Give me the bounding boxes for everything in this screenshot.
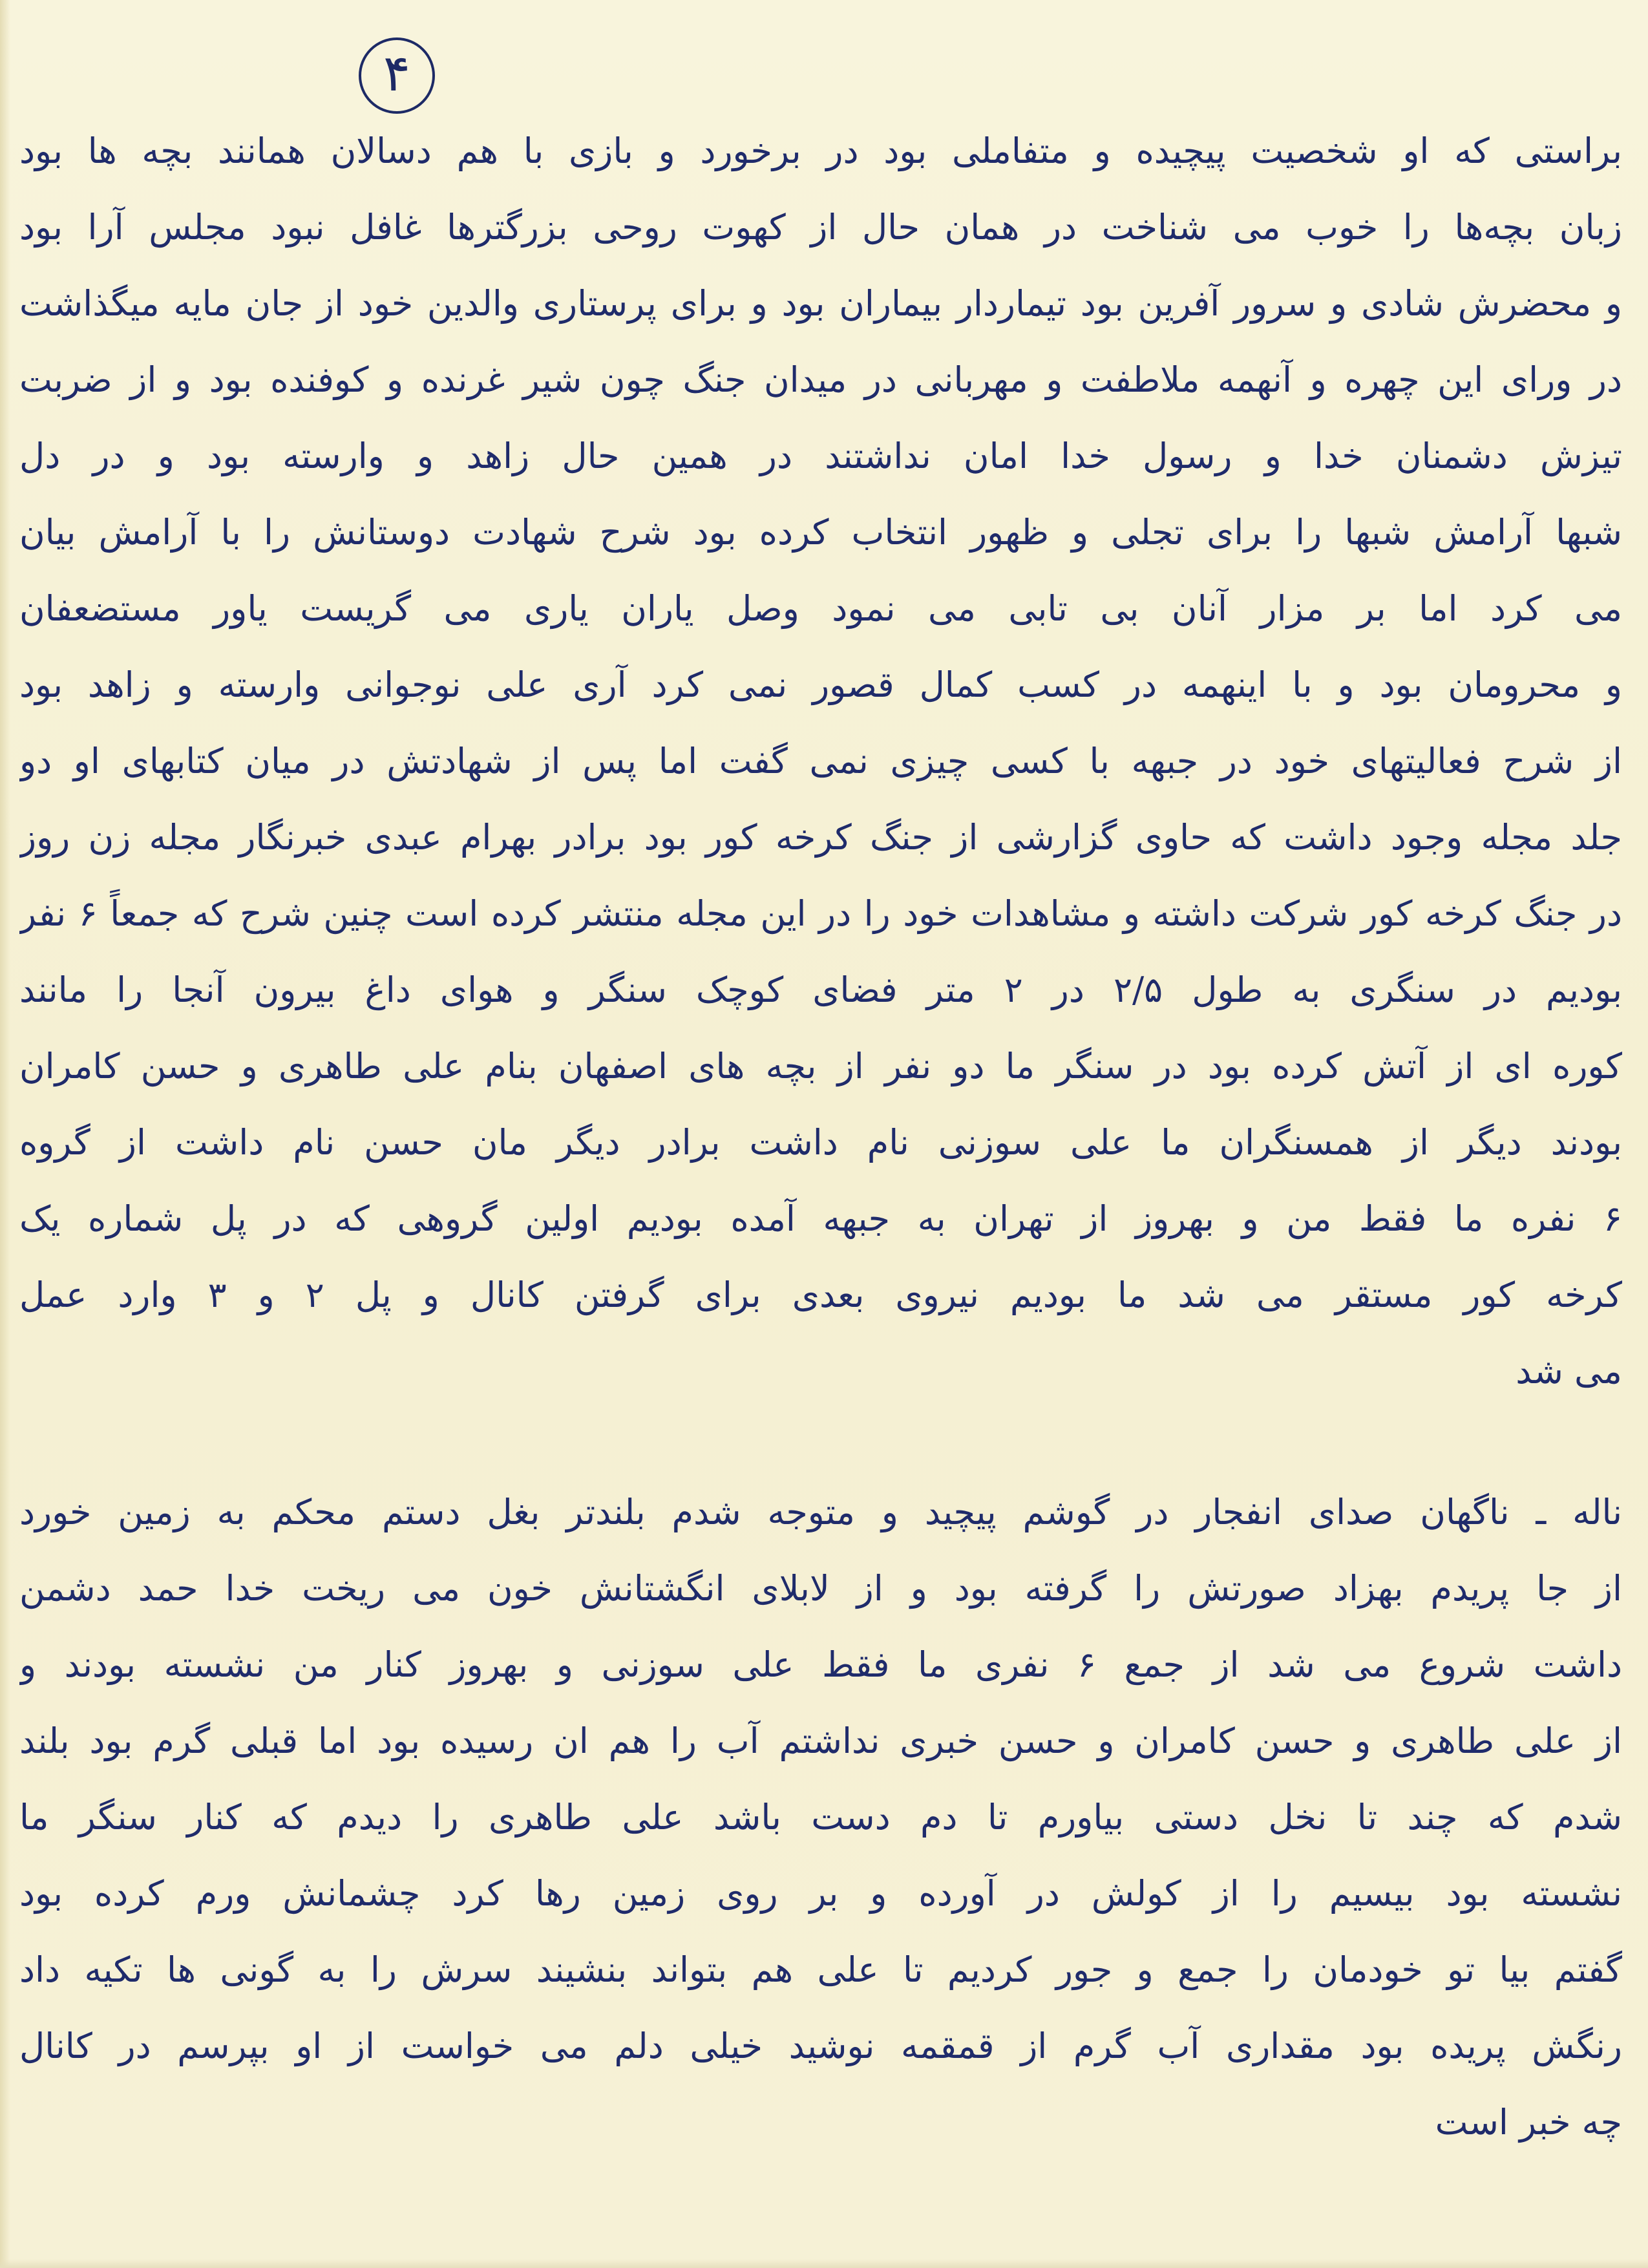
text-line: تیزش دشمنان خدا و رسول خدا امان نداشتند در همین حال زاهد و وارسته بود و در دل xyxy=(19,436,1622,476)
text-line: کرخه کور مستقر می شد ما بودیم نیروی بعدی برای گرفتن کانال و پل ۲ و ۳ وارد عمل xyxy=(19,1275,1622,1315)
text-line: بودیم در سنگری به طول ۲/۵ در ۲ متر فضای کوچک سنگر و هوای داغ بیرون آنجا را مانند xyxy=(19,970,1622,1010)
text-line: ناله ـ ناگهان صدای انفجار در گوشم پیچید و متوجه شدم بلندتر بغل دستم محکم به زمین خورد xyxy=(19,1492,1622,1532)
text-line: زبان بچه‌ها را خوب می شناخت در همان حال از کهوت روحی بزرگترها غافل نبود مجلس آرا بود xyxy=(19,207,1622,248)
text-line: گفتم بیا تو خودمان را جمع و جور کردیم تا علی هم بتواند بنشیند سرش را به گونی ها تکیه داد xyxy=(19,1949,1622,1990)
text-line: از شرح فعالیتهای خود در جبهه با کسی چیزی نمی گفت اما پس از شهادتش در میان کتابهای او دو xyxy=(19,741,1622,781)
text-line: از علی طاهری و حسن کامران و حسن خبری نداشتم آب را هم ان رسیده بود اما قبلی گرم بود بلند xyxy=(19,1721,1622,1761)
text-line: شبها آرامش شبها را برای تجلی و ظهور انتخاب کرده بود شرح شهادت دوستانش را با آرامش بیان xyxy=(19,512,1622,553)
text-line: و محرومان بود و با اینهمه در کسب کمال قصور نمی کرد آری علی نوجوانی وارسته و زاهد بود xyxy=(19,664,1622,705)
paragraph-1 xyxy=(19,113,1622,1410)
text-line: شدم که چند تا نخل دستی بیاورم تا دم دست باشد علی طاهری را دیدم که کنار سنگر ما xyxy=(19,1797,1622,1838)
text-line: داشت شروع می شد از جمع ۶ نفری ما فقط علی سوزنی و بهروز کنار من نشسته بودند و xyxy=(19,1644,1622,1685)
text-line: در جنگ کرخه کور شرکت داشته و مشاهدات خود را در این مجله منتشر کرده است چنین شرح که جمعاً ۶ نفر xyxy=(19,893,1622,934)
text-line: رنگش پریده بود مقداری آب گرم از قمقمه نوشید خیلی دلم می خواست از او بپرسم در کانال xyxy=(19,2026,1622,2066)
paper-bottom-shadow xyxy=(0,2259,1648,2268)
text-line: و محضرش شادی و سرور آفرین بود تیماردار بیماران بود و برای پرستاری والدین خود از جان مایه میگذاشت xyxy=(19,283,1622,324)
text-line: از جا پریدم بهزاد صورتش را گرفته بود و از لابلای انگشتانش خون می ریخت خدا حمد دشمن xyxy=(19,1568,1622,1609)
letter-body xyxy=(19,113,1622,2161)
paragraph-2 xyxy=(19,1474,1622,2161)
text-line: بودند دیگر از همسنگران ما علی سوزنی نام داشت برادر دیگر مان حسن نام داشت از گروه xyxy=(19,1122,1622,1163)
text-line: ۶ نفره ما فقط من و بهروز از تهران به جبهه آمده بودیم اولین گروهی که در پل شماره یک xyxy=(19,1198,1622,1239)
text-line: نشسته بود بیسیم را از کولش در آورده و بر روی زمین رها کرد چشمانش ورم کرده بود xyxy=(19,1873,1622,1914)
paragraph-gap xyxy=(19,1410,1622,1474)
text-line: می کرد اما بر مزار آنان بی تابی می نمود وصل یاران یاری می گریست یاور مستضعفان xyxy=(19,588,1622,629)
text-line: کوره ای از آتش کرده بود در سنگر ما دو نفر از بچه های اصفهان بنام علی طاهری و حسن کامران xyxy=(19,1046,1622,1086)
text-line: جلد مجله وجود داشت که حاوی گزارشی از جنگ کرخه کور بود برادر بهرام عبدی خبرنگار مجله زن روز xyxy=(19,817,1622,858)
page-number-circle: ۴ xyxy=(359,37,435,114)
text-line: براستی که او شخصیت پیچیده و متفاملی بود در برخورد و بازی با هم دسالان همانند بچه ها بود xyxy=(19,131,1622,171)
text-line: در ورای این چهره و آنهمه ملاطفت و مهربانی در میدان جنگ چون شیر غرنده و کوفنده بود و از ضربت xyxy=(19,359,1622,400)
paper-edge-shadow xyxy=(0,0,10,2268)
text-line: چه خبر است xyxy=(1435,2102,1622,2143)
text-line: می شد xyxy=(1516,1351,1622,1392)
